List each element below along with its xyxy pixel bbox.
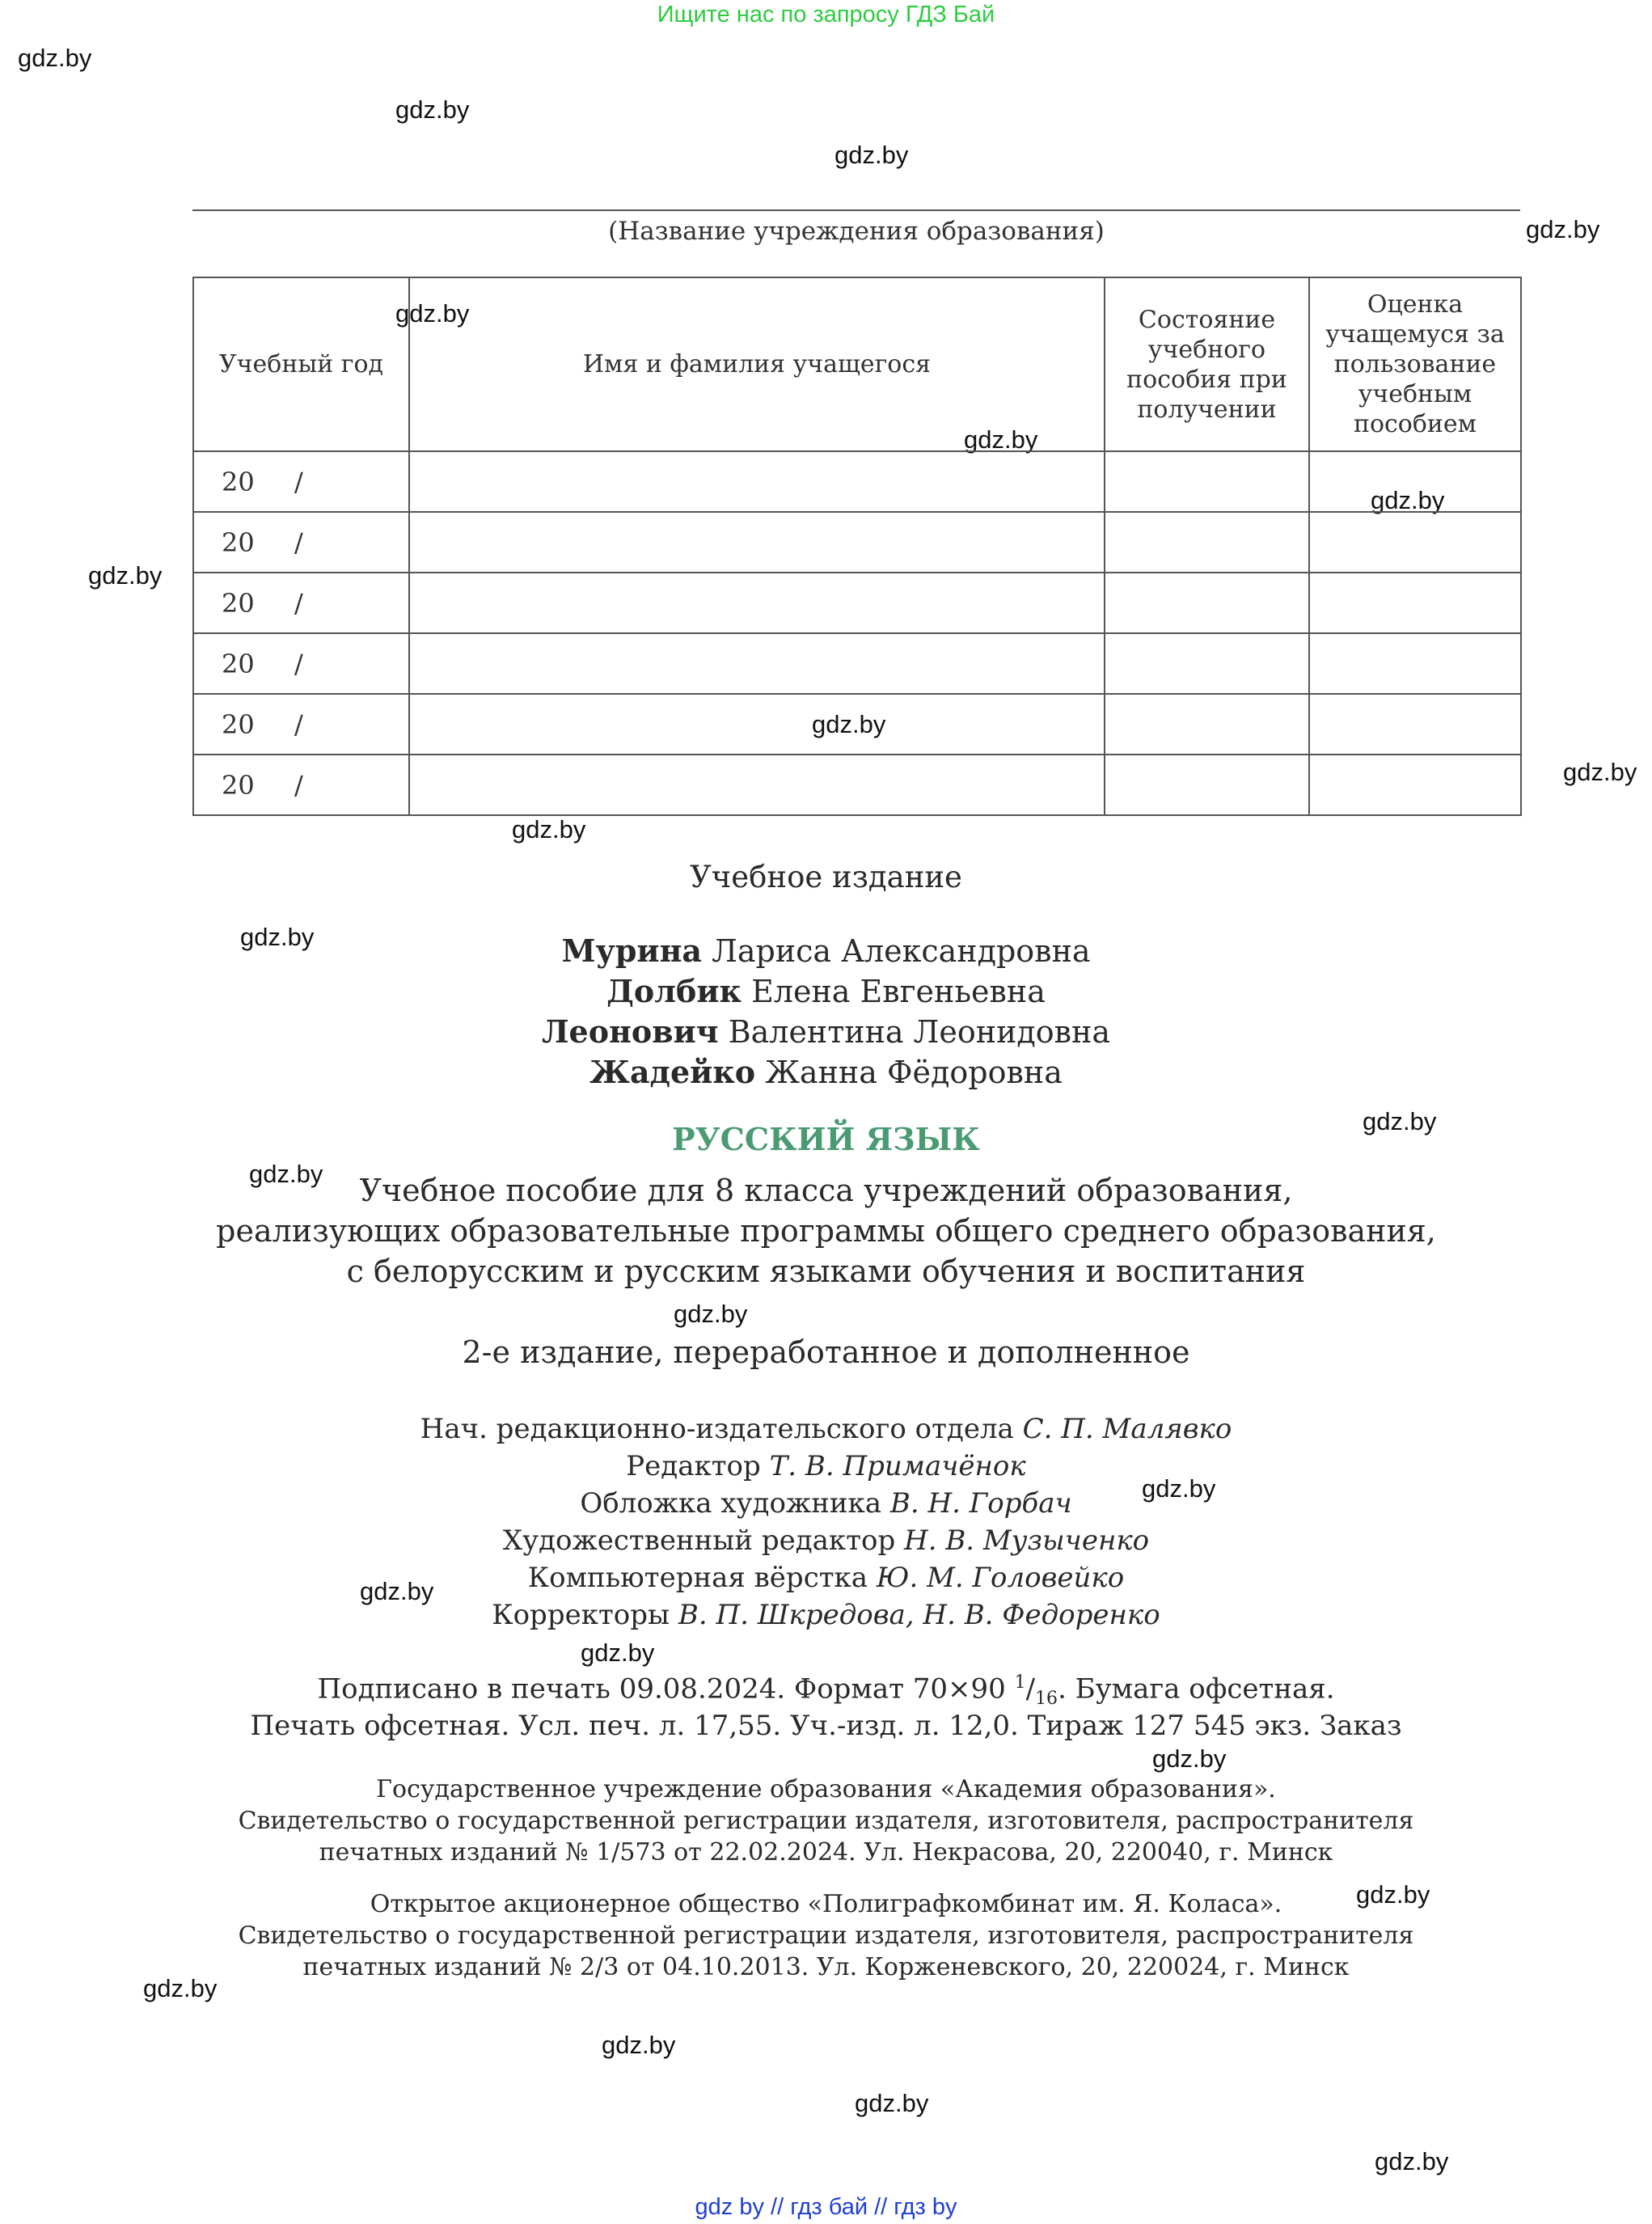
description-line: Учебное пособие для 8 класса учреждений образования, xyxy=(359,1173,1293,1208)
year-prefix: 20 xyxy=(222,466,255,497)
author-surname: Долбик xyxy=(606,973,741,1009)
watermark: gdz.by xyxy=(1563,758,1637,786)
grade-cell xyxy=(1309,512,1521,573)
publisher-line: Государственное учреждение образования «Академия образования». xyxy=(376,1775,1276,1803)
year-prefix: 20 xyxy=(222,769,255,801)
name-cell xyxy=(409,573,1105,633)
table-row xyxy=(193,755,1521,815)
name-cell xyxy=(409,694,1105,755)
table-row xyxy=(193,451,1521,512)
watermark: gdz.by xyxy=(1363,1107,1437,1135)
year-cell xyxy=(193,451,409,512)
condition-cell xyxy=(1105,694,1309,755)
header-school-year: Учебный год xyxy=(193,277,409,451)
watermark: gdz.by xyxy=(1371,486,1445,514)
table-header-row xyxy=(193,277,1521,451)
condition-cell xyxy=(1105,451,1309,512)
staff-line xyxy=(0,1562,1652,1594)
watermark: gdz.by xyxy=(1152,1744,1227,1773)
watermark: gdz.by xyxy=(512,815,586,844)
table-row xyxy=(193,573,1521,633)
grade-cell xyxy=(1309,573,1521,633)
grade-cell xyxy=(1309,633,1521,694)
watermark: gdz.by xyxy=(240,923,315,951)
print-line-2: Печать офсетная. Усл. печ. л. 17,55. Уч.-изд. л. 12,0. Тираж 127 545 экз. Заказ xyxy=(250,1710,1402,1742)
table-row xyxy=(193,694,1521,755)
author-line xyxy=(0,932,1652,969)
author-line xyxy=(0,1013,1652,1050)
watermark: gdz.by xyxy=(395,299,470,328)
author-line xyxy=(0,973,1652,1009)
publisher-line: печатных изданий № 1/573 от 22.02.2024. Ул. Некрасова, 20, 220040, г. Минск xyxy=(319,1838,1333,1867)
watermark: gdz.by xyxy=(812,710,886,738)
footer-separator: // xyxy=(771,2194,784,2220)
author-line xyxy=(0,1054,1652,1090)
year-prefix: 20 xyxy=(222,708,255,740)
publisher-line: Свидетельство о государственной регистрации издателя, изготовителя, распространителя xyxy=(238,1807,1414,1835)
grade-cell xyxy=(1309,755,1521,815)
year-slash: / xyxy=(294,648,303,679)
watermark: gdz.by xyxy=(602,2031,676,2059)
staff-person: В. Н. Горбач xyxy=(889,1487,1072,1520)
description-line: с белорусским и русским языками обучения и воспитания xyxy=(346,1254,1306,1289)
table-row xyxy=(193,633,1521,694)
staff-line xyxy=(0,1524,1652,1557)
staff-line xyxy=(0,1413,1652,1445)
condition-cell xyxy=(1105,633,1309,694)
author-name: Валентина Леонидовна xyxy=(728,1014,1111,1050)
staff-line xyxy=(0,1487,1652,1520)
staff-person: Н. В. Музыченко xyxy=(904,1524,1150,1557)
watermark: gdz.by xyxy=(855,2089,929,2117)
staff-person: С. П. Малявко xyxy=(1022,1413,1232,1445)
staff-role: Компьютерная вёрстка xyxy=(527,1562,868,1594)
name-cell xyxy=(409,451,1105,512)
watermark: gdz.by xyxy=(360,1577,434,1605)
name-cell xyxy=(409,512,1105,573)
format-fraction-slash: / xyxy=(1025,1672,1036,1706)
print-signed-format: Подписано в печать 09.08.2024. Формат 70×90 xyxy=(317,1672,1006,1706)
staff-role: Художественный редактор xyxy=(502,1524,896,1557)
watermark: gdz.by xyxy=(143,1974,218,2002)
header-student-name: Имя и фамилия учащегося xyxy=(409,277,1105,451)
textbook-usage-table xyxy=(192,277,1522,816)
year-slash: / xyxy=(294,526,303,558)
watermark: gdz.by xyxy=(1356,1880,1430,1909)
year-prefix: 20 xyxy=(222,648,255,679)
staff-person: Т. В. Примачёнок xyxy=(769,1450,1026,1482)
grade-cell xyxy=(1309,451,1521,512)
staff-role: Редактор xyxy=(626,1450,761,1482)
staff-role: Нач. редакционно-издательского отдела xyxy=(420,1413,1014,1445)
name-cell xyxy=(409,633,1105,694)
watermark: gdz.by xyxy=(249,1160,323,1188)
author-name: Елена Евгеньевна xyxy=(751,974,1046,1009)
footer-link[interactable]: gdz by xyxy=(695,2194,764,2220)
staff-person: Ю. М. Головейко xyxy=(876,1562,1125,1594)
description-line: реализующих образовательные программы общего среднего образования, xyxy=(216,1213,1436,1249)
footer-link[interactable]: гдз by xyxy=(894,2194,957,2220)
author-name: Жанна Фёдоровна xyxy=(765,1055,1063,1090)
watermark: gdz.by xyxy=(1526,215,1600,243)
year-slash: / xyxy=(294,466,303,497)
staff-line xyxy=(0,1599,1652,1631)
author-surname: Мурина xyxy=(561,932,703,969)
year-cell xyxy=(193,633,409,694)
header-condition: Состояние учебного пособия при получении xyxy=(1105,277,1309,451)
author-surname: Леонович xyxy=(541,1013,719,1050)
subject-title: РУССКИЙ ЯЗЫК xyxy=(672,1121,980,1157)
printer-line: Свидетельство о государственной регистрации издателя, изготовителя, распространителя xyxy=(238,1922,1414,1950)
staff-role: Корректоры xyxy=(492,1599,670,1631)
footer-link[interactable]: гдз бай xyxy=(790,2194,868,2220)
print-line-1 xyxy=(0,1672,1652,1709)
author-name: Лариса Александровна xyxy=(712,933,1091,969)
header-grade: Оценка учащемуся за пользование учебным пособием xyxy=(1309,277,1521,451)
watermark: gdz.by xyxy=(395,95,470,124)
year-cell xyxy=(193,573,409,633)
staff-line xyxy=(0,1450,1652,1482)
institution-caption: (Название учреждения образования) xyxy=(608,217,1105,246)
condition-cell xyxy=(1105,573,1309,633)
watermark: gdz.by xyxy=(18,44,92,72)
printer-line: Открытое акционерное общество «Полиграфкомбинат им. Я. Коласа». xyxy=(370,1890,1282,1918)
watermark: gdz.by xyxy=(581,1638,655,1667)
watermark: gdz.by xyxy=(88,561,163,590)
grade-cell xyxy=(1309,694,1521,755)
staff-role: Обложка художника xyxy=(580,1487,882,1520)
name-cell xyxy=(409,755,1105,815)
footer-links xyxy=(0,2194,1652,2221)
table-row xyxy=(193,512,1521,573)
condition-cell xyxy=(1105,755,1309,815)
year-slash: / xyxy=(294,708,303,740)
watermark: gdz.by xyxy=(1375,2147,1449,2175)
footer-separator: // xyxy=(874,2194,888,2220)
watermark: gdz.by xyxy=(964,425,1038,454)
year-cell xyxy=(193,512,409,573)
watermark: gdz.by xyxy=(674,1300,748,1328)
year-prefix: 20 xyxy=(222,526,255,558)
format-fraction-denominator: 16 xyxy=(1035,1689,1058,1710)
watermark: gdz.by xyxy=(834,141,909,169)
institution-line xyxy=(192,209,1520,211)
author-surname: Жадейко xyxy=(589,1054,756,1090)
staff-person: В. П. Шкредова, Н. В. Федоренко xyxy=(678,1599,1160,1631)
printer-line: печатных изданий № 2/3 от 04.10.2013. Ул. Корженевского, 20, 220024, г. Минск xyxy=(302,1953,1350,1981)
watermark: gdz.by xyxy=(1142,1474,1216,1503)
top-search-banner: Ищите нас по запросу ГДЗ Бай xyxy=(657,2,995,27)
edition-line: 2-е издание, переработанное и дополненное xyxy=(462,1334,1190,1370)
condition-cell xyxy=(1105,512,1309,573)
format-fraction-numerator: 1 xyxy=(1014,1672,1026,1693)
print-paper: . Бумага офсетная. xyxy=(1058,1672,1335,1706)
year-cell xyxy=(193,755,409,815)
year-slash: / xyxy=(294,587,303,619)
year-slash: / xyxy=(294,769,303,801)
year-cell xyxy=(193,694,409,755)
publication-label: Учебное издание xyxy=(690,860,962,894)
year-prefix: 20 xyxy=(222,587,255,619)
